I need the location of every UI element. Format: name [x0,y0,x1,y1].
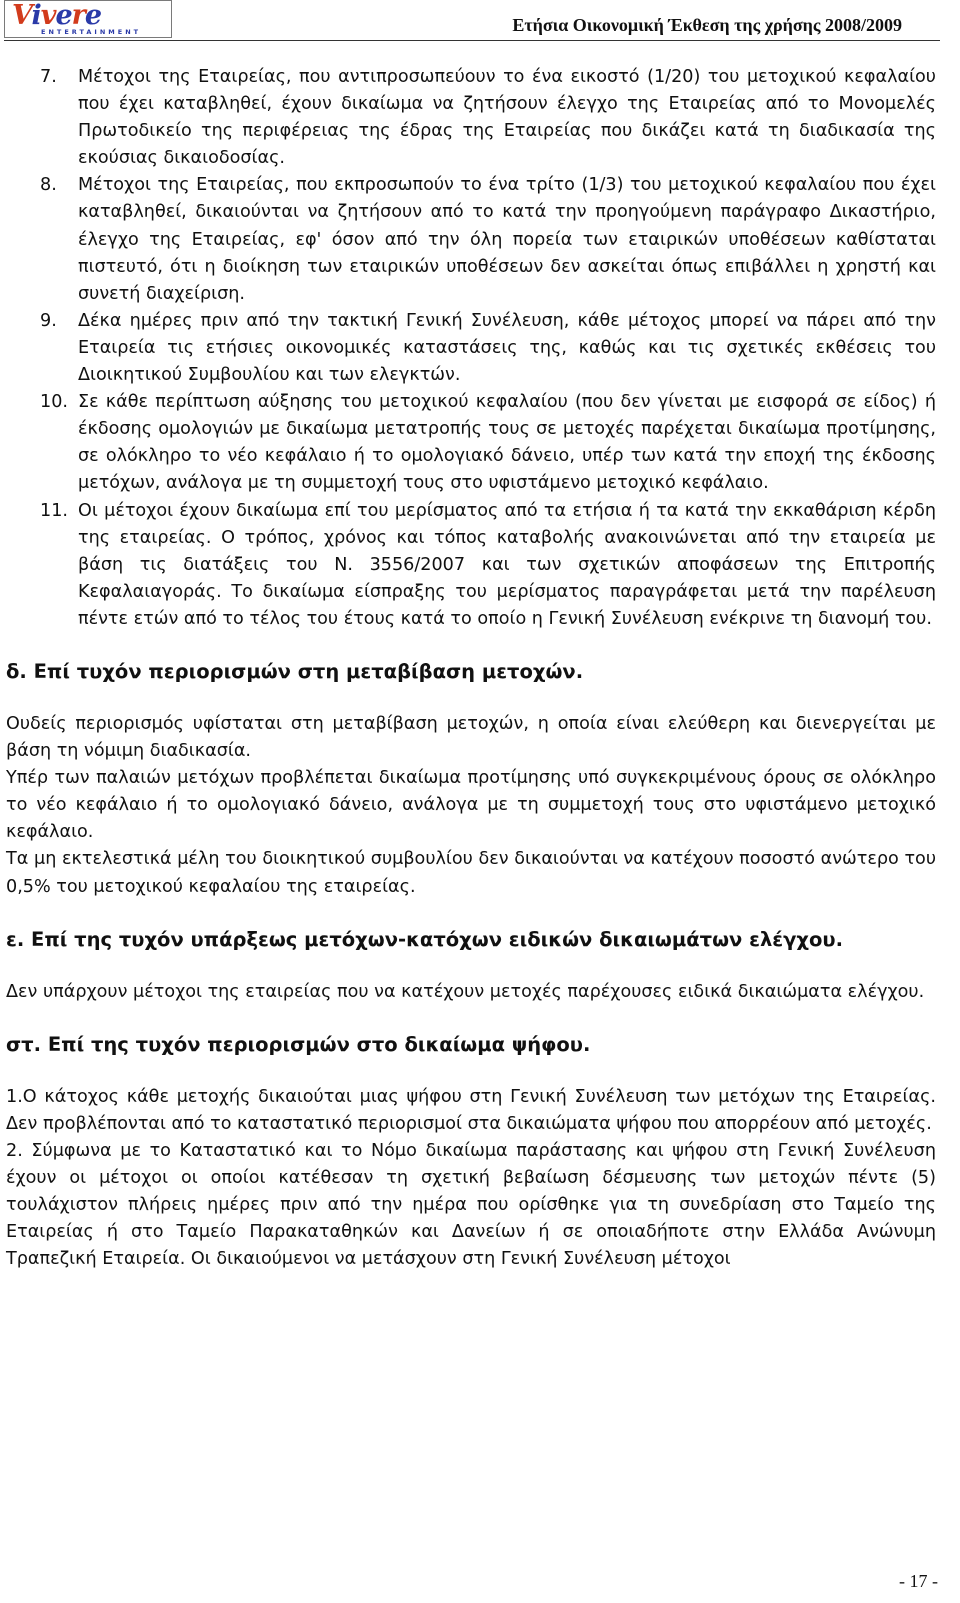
list-item-number: 8. [40,175,57,196]
page-number: - 17 - [899,1571,938,1591]
paragraph: 2. Σύμφωνα με το Καταστατικό και το Νόμο δικαίωμα παράστασης και ψήφου στη Γενική Συνέλευση έχουν οι μέτοχοι οι οποίοι κατέθεσαν τη σχετική βεβαίωση δέσμευσης των μετοχών πέντε (5) τουλάχιστον πλήρεις ημέρες πριν από την ημέρα που ορίσθηκε για τη συνεδρίαση στο Ταμείο της Εταιρείας ή στο Ταμείο Παρακαταθηκών και Δανείων ή σε οποιαδήποτε στην Ελλάδα Ανώνυμη Τραπεζική Εταιρεία. Οι δικαιούμενοι να μετάσχουν στη Γενική Συνέλευση μέτοχοι [6,1140,936,1270]
list-item-number: 10. [40,392,68,413]
logo-wordmark: Vivere [12,0,102,31]
section-heading-d: δ. Επί τυχόν περιορισμών στη μεταβίβαση μετοχών. [6,659,584,683]
list-item-text: Σε κάθε περίπτωση αύξησης του μετοχικού κεφαλαίου (που δεν γίνεται με εισφορά σε είδος) ή έκδοσης ομολογιών με δικαίωμα μετατροπής τους σε μετοχές παρέχεται δικαίωμα προτίμησης, σε ολόκληρο το νέο κεφάλαιο ή το ομολογιακό δάνειο, υπέρ των κατά την εποχή της έκδοσης μετόχων, ανάλογα με τη συμμετοχή τους στο υφιστάμενο μετοχικό κεφάλαιο. [78,392,936,494]
list-item-number: 11. [40,500,68,521]
document-title: Ετήσια Οικονομική Έκθεση της χρήσης 2008/2009 [512,15,902,35]
list-item-text: Οι μέτοχοι έχουν δικαίωμα επί του μερίσματος από τα ετήσια ή τα κατά την εκκαθάριση κέρδη της εταιρείας. Ο τρόπος, χρόνος και τόπος καταβολής ανακοινώνεται από την εταιρεία με βάση τις διατάξεις του Ν. 3556/2007 και των σχετικών αποφάσεων της Επιτροπής Κεφαλαιαγοράς. Το δικαίωμα είσπραξης του μερίσματος παραγράφεται μετά την παρέλευση πέντε ετών από το τέλος του έτους κατά το οποίο η Γενική Συνέλευση ενέκρινε τη διανομή του. [78,500,936,629]
list-item [6,389,936,497]
paragraph: Δεν υπάρχουν μέτοχοι της εταιρείας που να κατέχουν μετοχές παρέχουσες ειδικά δικαιώματα ελέγχου. [6,981,925,1002]
list-item [6,64,936,172]
list-item [6,498,936,633]
list-item [6,308,936,389]
list-item-text: Δέκα ημέρες πριν από την τακτική Γενική Συνέλευση, κάθε μέτοχος μπορεί να πάρει από την Εταιρεία τις ετήσιες οικονομικές καταστάσεις της, καθώς και τις σχετικές εκθέσεις του Διοικητικού Συμβουλίου και των ελεγκτών. [78,310,936,386]
section-heading-e: ε. Επί της τυχόν υπάρξεως μετόχων-κατόχων ειδικών δικαιωμάτων ελέγχου. [6,927,843,951]
paragraph: Τα μη εκτελεστικά μέλη του διοικητικού συμβουλίου δεν δικαιούνται να κατέχουν ποσοστό ανώτερο του 0,5% του μετοχικού κεφαλαίου της εταιρείας. [6,849,936,897]
list-item-number: 9. [40,310,57,331]
list-item-number: 7. [40,67,57,87]
paragraph: 1.Ο κάτοχος κάθε μετοχής δικαιούται μιας ψήφου στη Γενική Συνέλευση των μετόχων της Εταιρείας. Δεν προβλέπονται από το καταστατικό περιορισμοί στα δικαιώματα ψήφου που απορρέουν από μετοχές. [6,1086,936,1134]
page-header [4,0,940,41]
paragraph: Υπέρ των παλαιών μετόχων προβλέπεται δικαίωμα προτίμησης υπό συγκεκριμένους όρους σε ολόκληρο το νέο κεφάλαιο ή το ομολογιακό δάνειο, ανάλογα με τη συμμετοχή τους στο υφιστάμενο μετοχικό κεφάλαιο. [6,768,936,843]
section-heading-st: στ. Επί της τυχόν περιορισμών στο δικαίωμα ψήφου. [6,1032,591,1056]
list-item-text: Μέτοχοι της Εταιρείας, που αντιπροσωπεύουν το ένα εικοστό (1/20) του μετοχικού κεφαλαίου που έχει καταβληθεί, έχουν δικαίωμα να ζητήσουν έλεγχο της Εταιρείας από το Μονομελές Πρωτοδικείο της περιφέρειας της έδρας της Εταιρείας που δικάζει κατά τη διαδικασία της εκούσιας δικαιοδοσίας. [78,67,936,169]
company-logo [4,0,172,38]
list-item-text: Μέτοχοι της Εταιρείας, που εκπροσωπούν το ένα τρίτο (1/3) του μετοχικού κεφαλαίου που έχει καταβληθεί, δικαιούνται να ζητήσουν από το κατά την προηγούμενη παράγραφο Δικαστήριο, έλεγχο της Εταιρείας, εφ' όσον από την όλη πορεία των εταιρικών υποθέσεων καθίσταται πιστευτό, ότι η διοίκηση των εταιρικών υποθέσεων δεν ασκείται όπως επιβάλλει η χρηστή και συνετή διαχείριση. [78,175,936,304]
list-item [6,172,936,307]
paragraph: Ουδείς περιορισμός υφίσταται στη μεταβίβαση μετοχών, η οποία είναι ελεύθερη και διενεργείται με βάση τη νόμιμη διαδικασία. [6,713,936,762]
page-content [6,64,936,1273]
logo-subtext: ENTERTAINMENT [41,28,142,36]
